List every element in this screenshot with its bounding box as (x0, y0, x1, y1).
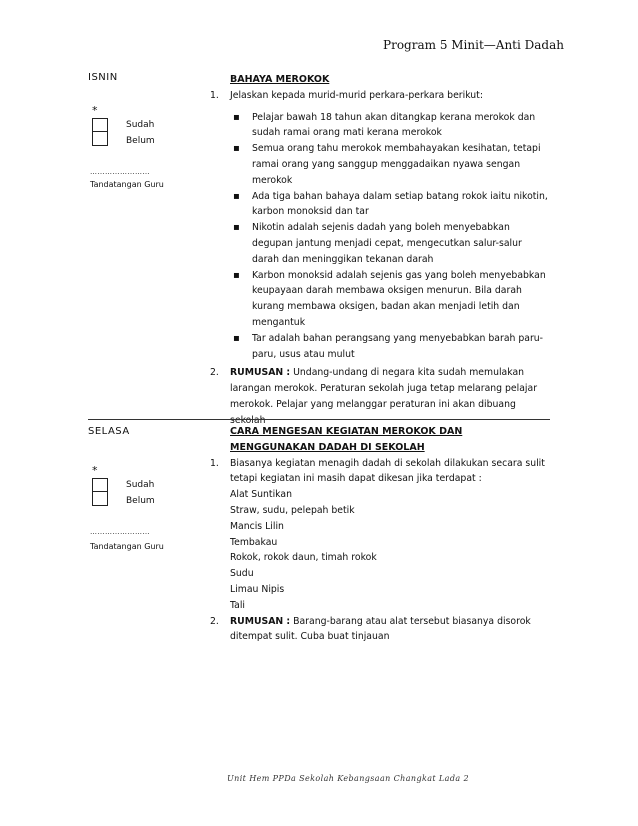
page-header: Program 5 Minit—Anti Dadah (383, 38, 564, 52)
list-item (210, 456, 548, 488)
status-checkboxes (92, 118, 108, 146)
section-title: BAHAYA MEROKOK (230, 74, 330, 85)
signature-line: …………………… (90, 528, 150, 536)
item-number: 1. (210, 89, 219, 101)
item-text: Jelaskan kepada murid-murid perkara-perkara berikut: (230, 89, 483, 101)
evidence-item: Tali (230, 599, 246, 611)
content-column (203, 424, 548, 645)
list-item (210, 88, 548, 104)
checkbox-sudah[interactable] (92, 118, 108, 132)
bullet-item: ▪ Karbon monoksid adalah sejenis gas yang boleh menyebabkan keupayaan darah membawa oksigen menurun. Bila darah kurang membawa oksigen, badan akan menjadi letih dan mengantuk (252, 268, 548, 331)
evidence-item: Sudu (230, 568, 254, 580)
section-selasa (88, 420, 550, 643)
status-checkboxes (92, 478, 108, 506)
item-text: Biasanya kegiatan menagih dadah di sekolah dilakukan secara sulit tetapi kegiatan ini masih dapat dikesan jika terdapat : (230, 457, 545, 485)
section-isnin (88, 72, 550, 426)
required-marker: * (92, 464, 98, 477)
bullet-item: ▪ Tar adalah bahan perangsang yang menyebabkan barah paru-paru, usus atau mulut (252, 331, 548, 363)
evidence-item: Tembakau (230, 536, 278, 548)
bullet-item: ▪ Ada tiga bahan bahaya dalam setiap batang rokok iaitu nikotin, karbon monoksid dan tar (252, 189, 548, 221)
item-text: Barang-barang atau alat tersebut biasanya disorok ditempat sulit. Cuba buat tinjauan (230, 615, 531, 643)
page-footer: Unit Hem PPDa Sekolah Kebangsaan Changkat Lada 2 (227, 774, 469, 783)
item-number: 1. (210, 457, 219, 469)
evidence-list (230, 487, 548, 613)
signature-line: …………………… (90, 168, 150, 176)
left-column (88, 72, 203, 189)
bullet-item: ▪ Pelajar bawah 18 tahun akan ditangkap kerana merokok dan sudah ramai orang mati kerana merokok (252, 110, 548, 142)
signature-label: Tandatangan Guru (90, 542, 164, 551)
list-item (210, 614, 548, 646)
bullet-item: ▪ Nikotin adalah sejenis dadah yang boleh menyebabkan degupan jantung menjadi cepat, mengecutkan salur-salur darah dan meninggikan tekanan darah (252, 220, 548, 267)
evidence-item: Limau Nipis (230, 583, 285, 595)
left-column (88, 420, 203, 551)
day-label: SELASA (88, 426, 130, 437)
evidence-item: Straw, sudu, pelepah betik (230, 504, 355, 516)
bullet-list (252, 110, 548, 363)
option-sudah-label: Sudah (126, 480, 155, 490)
section-title: CARA MENGESAN KEGIATAN MEROKOK DAN (230, 426, 463, 437)
content-column (203, 72, 548, 429)
checkbox-belum[interactable] (92, 492, 108, 506)
bullet-item: ▪ Semua orang tahu merokok membahayakan kesihatan, tetapi ramai orang yang sanggup menggadaikan nyawa sengan merokok (252, 141, 548, 188)
option-belum-label: Belum (126, 496, 155, 506)
summary-label: RUMUSAN : (230, 367, 291, 379)
required-marker: * (92, 104, 98, 117)
day-label: ISNIN (88, 72, 118, 83)
item-text: Undang-undang di negara kita sudah memulakan larangan merokok. Peraturan sekolah juga tetap melarang pelajar merokok. Pelajar yang melanggar peraturan ini akan dibuang sekolah (230, 367, 538, 426)
evidence-item: Rokok, rokok daun, timah rokok (230, 552, 377, 564)
item-number: 2. (210, 367, 219, 379)
option-belum-label: Belum (126, 136, 155, 146)
signature-label: Tandatangan Guru (90, 180, 164, 189)
checkbox-sudah[interactable] (92, 478, 108, 492)
item-number: 2. (210, 615, 219, 627)
option-sudah-label: Sudah (126, 120, 155, 130)
section-title-continued: MENGGUNAKAN DADAH DI SEKOLAH (230, 441, 425, 453)
checkbox-belum[interactable] (92, 132, 108, 146)
evidence-item: Mancis Lilin (230, 520, 284, 532)
summary-label: RUMUSAN : (230, 615, 291, 627)
evidence-item: Alat Suntikan (230, 489, 292, 501)
